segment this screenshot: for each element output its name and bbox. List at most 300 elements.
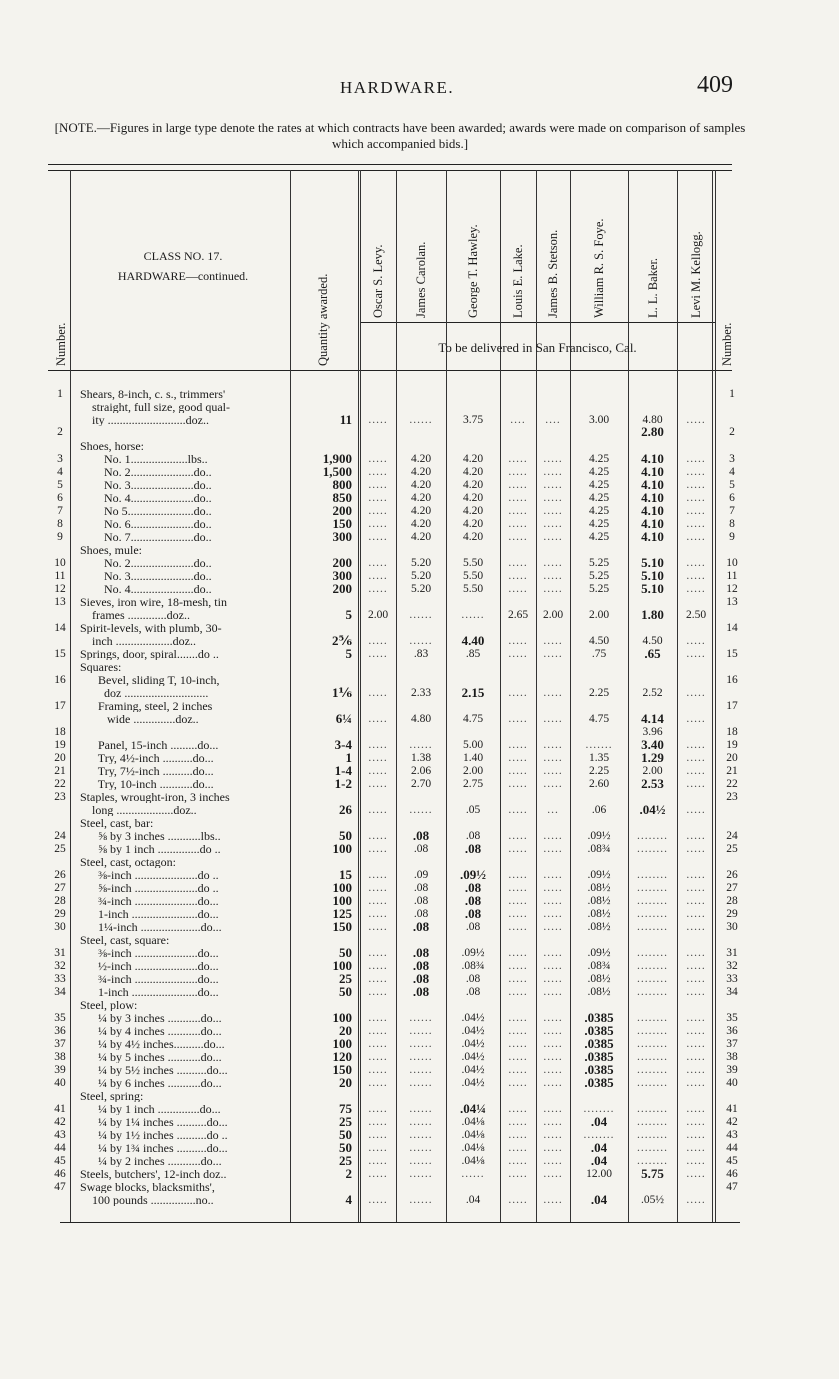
bid-value: .08 (465, 921, 481, 933)
item-description: 100 pounds ...............no.. (80, 1194, 214, 1206)
bid-value: ..... (508, 882, 528, 894)
bid-value: ..... (368, 1168, 388, 1180)
bid-value: .... (545, 414, 561, 426)
item-description: ¼ by 1¼ inches ..........do... (80, 1116, 228, 1128)
bid-value: ..... (368, 1012, 388, 1024)
bid-value: 12.00 (586, 1168, 612, 1180)
bid-value: ..... (508, 1064, 528, 1076)
quantity-awarded: 26 (339, 802, 352, 817)
quantity-awarded: 1,900 (322, 451, 352, 466)
bid-value: .04½ (461, 1077, 485, 1089)
row-number: 36 (54, 1025, 66, 1037)
bid-value: 2.70 (410, 778, 432, 790)
bid-value: .85 (465, 648, 481, 660)
bid-value: .04½ (461, 1051, 485, 1063)
bid-value: ..... (508, 986, 528, 998)
bid-value: .75 (591, 648, 607, 660)
bid-value: .08 (413, 843, 429, 855)
bid-value: ........ (637, 921, 668, 933)
bid-value: ..... (686, 778, 706, 790)
bid-value: ..... (543, 895, 563, 907)
bid-value: ..... (686, 752, 706, 764)
bid-value: .04⅛ (461, 1142, 485, 1154)
bid-value: ..... (543, 1116, 563, 1128)
bid-value: ..... (686, 765, 706, 777)
bidder-name: Louis E. Lake. (511, 244, 525, 318)
row-number: 28 (54, 895, 66, 907)
bid-value: .08¾ (587, 843, 611, 855)
bid-value: 2.00 (367, 609, 389, 621)
bid-value: .08½ (587, 921, 611, 933)
row-number-right: 22 (726, 778, 738, 790)
bid-value: 4.20 (462, 492, 484, 504)
bid-value: .09½ (587, 947, 611, 959)
item-description: No 5......................do.. (80, 505, 212, 517)
quantity-awarded: 75 (339, 1101, 352, 1116)
bid-value: ..... (686, 466, 706, 478)
row-number: 10 (54, 557, 66, 569)
item-description: No. 2.....................do.. (80, 557, 212, 569)
item-description: Swage blocks, blacksmiths', (80, 1181, 215, 1193)
bid-value: ..... (543, 1038, 563, 1050)
bid-value: 5.50 (462, 557, 484, 569)
bid-value: .08 (412, 828, 430, 843)
row-number-right: 16 (726, 674, 738, 686)
item-description: ¾-inch .....................do... (80, 973, 219, 985)
bid-value: ..... (686, 986, 706, 998)
quantity-awarded: 1,500 (322, 464, 352, 479)
bid-value: .08 (412, 958, 430, 973)
item-description: long ...................doz.. (80, 804, 197, 816)
bid-value: 3.40 (641, 737, 664, 752)
quantity-awarded: 6¼ (335, 711, 352, 726)
bid-value: ..... (686, 570, 706, 582)
bid-value: ..... (543, 570, 563, 582)
bid-value: ..... (686, 505, 706, 517)
quantity-awarded: 3-4 (334, 737, 352, 752)
bid-value: ..... (508, 778, 528, 790)
row-number-right: 35 (726, 1012, 738, 1024)
bid-value: ..... (543, 1129, 563, 1141)
bid-value: ........ (637, 1025, 668, 1037)
row-number-right: 30 (726, 921, 738, 933)
bid-value: 5.10 (641, 568, 664, 583)
bid-value: ..... (543, 908, 563, 920)
bid-value: ..... (543, 1103, 563, 1115)
bid-value: ..... (368, 648, 388, 660)
bid-value: .04½ (639, 802, 666, 817)
item-description: Bevel, sliding T, 10-inch, (80, 674, 220, 686)
bid-value: .08½ (587, 895, 611, 907)
bid-value: 4.25 (588, 531, 610, 543)
row-number: 29 (54, 908, 66, 920)
bid-value: ..... (543, 1142, 563, 1154)
row-number: 43 (54, 1129, 66, 1141)
bidder-name: William R. S. Foye. (592, 218, 606, 318)
row-number-right: 44 (726, 1142, 738, 1154)
bid-value: ..... (508, 973, 528, 985)
bid-value: ..... (686, 921, 706, 933)
bid-value: .0385 (584, 1036, 614, 1051)
bid-value: ..... (368, 986, 388, 998)
bidder-name: Oscar S. Levy. (371, 244, 385, 318)
bid-value: 4.20 (410, 518, 432, 530)
bid-value: ..... (686, 1116, 706, 1128)
item-description: Try, 4½-inch ..........do... (80, 752, 214, 764)
row-number-right: 11 (726, 570, 738, 582)
bid-value: 2.00 (462, 765, 484, 777)
bid-value: ..... (686, 1025, 706, 1037)
bid-value: ..... (686, 1077, 706, 1089)
bid-value: ..... (686, 869, 706, 881)
row-number-right: 8 (729, 518, 735, 530)
bid-value: ..... (368, 1129, 388, 1141)
bid-value: ..... (686, 1103, 706, 1115)
bid-value: ...... (409, 414, 433, 426)
bid-value: ...... (409, 1077, 433, 1089)
bid-value: .... (510, 414, 526, 426)
bid-value: .09 (413, 869, 429, 881)
quantity-awarded: 15 (339, 867, 352, 882)
quantity-awarded: 5 (345, 646, 352, 661)
bid-value: ..... (368, 531, 388, 543)
bid-value: 4.20 (410, 531, 432, 543)
bid-value: ..... (368, 635, 388, 647)
row-number-right: 42 (726, 1116, 738, 1128)
item-description: Panel, 15-inch .........do... (80, 739, 219, 751)
bid-value: ...... (409, 1194, 433, 1206)
quantity-awarded: 20 (339, 1023, 352, 1038)
bid-value: ..... (508, 1168, 528, 1180)
bid-value: ..... (543, 986, 563, 998)
bid-value: ........ (583, 1103, 615, 1115)
bid-value: ..... (508, 947, 528, 959)
bid-value: ..... (543, 557, 563, 569)
bid-value: 4.75 (462, 713, 484, 725)
bid-value: 2.00 (588, 609, 610, 621)
bid-value: .08½ (587, 908, 611, 920)
row-number-right: 36 (726, 1025, 738, 1037)
bid-value: ........ (637, 973, 668, 985)
bid-value: 4.80 (410, 713, 432, 725)
bid-value: ..... (368, 557, 388, 569)
bid-value: ..... (686, 479, 706, 491)
bid-value: ........ (637, 1064, 668, 1076)
bid-value: ...... (409, 739, 433, 751)
bid-value: ..... (686, 518, 706, 530)
bid-value: ..... (368, 505, 388, 517)
bid-value: 2.60 (588, 778, 610, 790)
bid-value: ..... (543, 453, 563, 465)
bid-value: ..... (543, 1025, 563, 1037)
bid-value: ..... (508, 479, 528, 491)
row-number: 19 (54, 739, 66, 751)
bid-value: ..... (508, 635, 528, 647)
class-heading (78, 246, 288, 286)
bid-value: ...... (409, 1025, 433, 1037)
row-number: 44 (54, 1142, 66, 1154)
row-number-right: 31 (726, 947, 738, 959)
row-number-right: 7 (729, 505, 735, 517)
bid-value: ........ (583, 1129, 615, 1141)
bid-value: .08 (464, 880, 482, 895)
bid-value: ..... (686, 583, 706, 595)
bid-value: ..... (508, 921, 528, 933)
bid-value: 4.10 (641, 464, 664, 479)
quantity-awarded: 100 (332, 1036, 352, 1051)
row-number: 23 (54, 791, 66, 803)
bid-value: .04 (590, 1114, 608, 1129)
bid-value: 4.20 (410, 453, 432, 465)
bid-value: ..... (508, 960, 528, 972)
bid-value: ...... (409, 635, 433, 647)
bid-value: ...... (409, 804, 433, 816)
bid-value: ..... (508, 570, 528, 582)
bid-value: ........ (637, 908, 668, 920)
bid-value: ..... (686, 1142, 706, 1154)
bid-value: ..... (508, 531, 528, 543)
bid-value: .08½ (587, 973, 611, 985)
bidder-name: George T. Hawley. (466, 224, 480, 318)
row-number: 32 (54, 960, 66, 972)
bid-value: ..... (368, 765, 388, 777)
row-number: 27 (54, 882, 66, 894)
bid-value: .05 (465, 804, 481, 816)
bid-value: .0385 (584, 1062, 614, 1077)
bid-value: ..... (368, 921, 388, 933)
item-description: No. 6.....................do.. (80, 518, 212, 530)
row-number: 39 (54, 1064, 66, 1076)
bid-value: ........ (637, 1155, 668, 1167)
bid-value: 4.25 (588, 453, 610, 465)
bid-value: ..... (686, 1168, 706, 1180)
bid-value: ..... (508, 518, 528, 530)
bid-value: ..... (686, 1038, 706, 1050)
bid-value: ..... (686, 1064, 706, 1076)
column-rule (715, 170, 716, 1222)
quantity-awarded: 1-2 (334, 776, 352, 791)
bid-value: ..... (368, 1142, 388, 1154)
bid-value: ..... (543, 1077, 563, 1089)
row-number: 20 (54, 752, 66, 764)
bid-value: ..... (368, 843, 388, 855)
quantity-awarded: 20 (339, 1075, 352, 1090)
number-header-right: Number. (720, 322, 734, 366)
bid-value: ..... (686, 973, 706, 985)
bid-value: ..... (368, 583, 388, 595)
bid-value: ..... (508, 1103, 528, 1115)
row-number: 26 (54, 869, 66, 881)
row-number: 45 (54, 1155, 66, 1167)
bid-value: ..... (368, 869, 388, 881)
bid-value: ..... (368, 973, 388, 985)
bid-value: ..... (508, 843, 528, 855)
item-description: Shoes, horse: (80, 440, 144, 452)
row-number: 34 (54, 986, 66, 998)
bid-value: .08 (412, 945, 430, 960)
bidder-header-rule (360, 322, 715, 323)
bid-value: .08½ (587, 986, 611, 998)
bid-value: ........ (637, 830, 668, 842)
bid-value: ..... (543, 648, 563, 660)
bid-value: 5.00 (462, 739, 484, 751)
bid-value: ..... (508, 1194, 528, 1206)
bid-value: .08½ (587, 882, 611, 894)
row-number-right: 43 (726, 1129, 738, 1141)
row-number: 37 (54, 1038, 66, 1050)
bid-value: 4.20 (462, 453, 484, 465)
row-number-right: 21 (726, 765, 738, 777)
bid-value: ..... (368, 947, 388, 959)
item-description: No. 4.....................do.. (80, 492, 212, 504)
bid-value: .08 (412, 971, 430, 986)
row-number-right: 13 (726, 596, 738, 608)
item-description: ⅜-inch .....................do .. (80, 869, 219, 881)
bid-value: ..... (368, 778, 388, 790)
item-description: No. 3.....................do.. (80, 479, 212, 491)
bid-value: ..... (686, 414, 706, 426)
item-description: ⅜-inch .....................do... (80, 947, 219, 959)
row-number-right: 41 (726, 1103, 738, 1115)
bid-value: .05½ (641, 1194, 664, 1206)
row-number-right: 19 (726, 739, 738, 751)
bid-value: ... (547, 804, 559, 816)
bid-value: ..... (543, 713, 563, 725)
bid-value: ..... (686, 557, 706, 569)
bid-value: .04⅛ (461, 1129, 485, 1141)
row-number-right: 15 (726, 648, 738, 660)
item-description: ¼ by 5 inches ...........do... (80, 1051, 222, 1063)
bid-value: ....... (585, 739, 613, 751)
bid-value: .65 (644, 646, 661, 661)
bid-value: 2.50 (685, 609, 707, 621)
bid-value: ..... (508, 908, 528, 920)
quantity-awarded: 300 (332, 568, 352, 583)
row-number: 1 (57, 388, 63, 400)
row-number-right: 14 (726, 622, 738, 634)
bid-value: ..... (368, 960, 388, 972)
bid-value: ..... (543, 882, 563, 894)
item-description: Steel, cast, square: (80, 934, 170, 946)
item-description: Framing, steel, 2 inches (80, 700, 213, 712)
bid-value: 2.52 (642, 687, 663, 699)
row-number-right: 6 (729, 492, 735, 504)
bid-value: 4.20 (462, 479, 484, 491)
item-description: ity ..........................doz.. (80, 414, 209, 426)
bid-value: 4.25 (588, 518, 610, 530)
row-number: 21 (54, 765, 66, 777)
row-number: 38 (54, 1051, 66, 1063)
row-number: 7 (57, 505, 63, 517)
item-description: ¼ by 2 inches ...........do... (80, 1155, 222, 1167)
bid-value: ..... (508, 752, 528, 764)
bid-value: 2.75 (462, 778, 484, 790)
quantity-awarded: 100 (332, 958, 352, 973)
item-description: Try, 7½-inch ..........do... (80, 765, 214, 777)
quantity-awarded: 150 (332, 1062, 352, 1077)
row-number: 33 (54, 973, 66, 985)
bid-value: .08 (412, 984, 430, 999)
quantity-awarded: 120 (332, 1049, 352, 1064)
bid-value: ...... (409, 1129, 433, 1141)
row-number: 6 (57, 492, 63, 504)
bid-value: ........ (637, 960, 668, 972)
bid-value: ..... (686, 895, 706, 907)
bid-value: ..... (368, 1103, 388, 1115)
bid-value: ..... (508, 583, 528, 595)
table-top-rule (48, 164, 732, 165)
bid-value: ..... (368, 518, 388, 530)
bid-value: 5.20 (410, 583, 432, 595)
bid-value: ...... (461, 609, 485, 621)
bid-value: ..... (686, 882, 706, 894)
bid-value: ...... (409, 1038, 433, 1050)
bid-value: ..... (543, 1168, 563, 1180)
bid-value: .09½ (587, 869, 611, 881)
row-number: 8 (57, 518, 63, 530)
row-number: 47 (54, 1181, 66, 1193)
bid-value: ..... (508, 869, 528, 881)
bid-value: ..... (508, 1142, 528, 1154)
number-header-left: Number. (54, 322, 68, 366)
bid-value: .0385 (584, 1049, 614, 1064)
row-number-right: 24 (726, 830, 738, 842)
bid-value: .09½ (587, 830, 611, 842)
bid-value: ..... (508, 765, 528, 777)
bid-value: .06 (591, 804, 607, 816)
bid-value: ..... (543, 1064, 563, 1076)
bidder-name: James B. Stetson. (546, 229, 560, 318)
bid-value: 2.06 (410, 765, 432, 777)
bid-value: ..... (686, 1012, 706, 1024)
bid-value: ..... (508, 1025, 528, 1037)
row-number: 12 (54, 583, 66, 595)
bid-value: ..... (368, 414, 388, 426)
bid-value: ..... (686, 1051, 706, 1063)
item-description: 1¼-inch ....................do... (80, 921, 222, 933)
bid-value: ..... (508, 453, 528, 465)
header-bottom-rule (48, 370, 732, 371)
quantity-awarded: 5 (345, 607, 352, 622)
quantity-awarded: 4 (345, 1192, 352, 1207)
bid-value: ..... (368, 1064, 388, 1076)
bid-value: 5.10 (641, 581, 664, 596)
row-number: 24 (54, 830, 66, 842)
bid-value: ..... (543, 960, 563, 972)
bid-value: 4.10 (641, 529, 664, 544)
bid-value: ........ (637, 986, 668, 998)
bid-value: ..... (543, 583, 563, 595)
item-description: Try, 10-inch ...........do... (80, 778, 214, 790)
class-title: CLASS NO. 17. (143, 249, 223, 263)
item-description: ¼ by 4½ inches..........do... (80, 1038, 225, 1050)
bid-value: ..... (508, 1116, 528, 1128)
item-description: No. 2.....................do.. (80, 466, 212, 478)
bid-value: ..... (543, 778, 563, 790)
row-number: 17 (54, 700, 66, 712)
bid-value: 2.25 (588, 765, 610, 777)
bid-value: 4.20 (462, 518, 484, 530)
bid-value: ..... (508, 466, 528, 478)
bid-value: .08 (413, 908, 429, 920)
item-description: Steel, cast, bar: (80, 817, 154, 829)
bid-value: 4.80 (642, 414, 663, 426)
quantity-awarded: 2⅚ (332, 633, 352, 648)
quantity-awarded: 25 (339, 971, 352, 986)
quantity-awarded: 150 (332, 516, 352, 531)
quantity-header: Quantity awarded. (316, 273, 330, 366)
bid-value: ..... (686, 713, 706, 725)
